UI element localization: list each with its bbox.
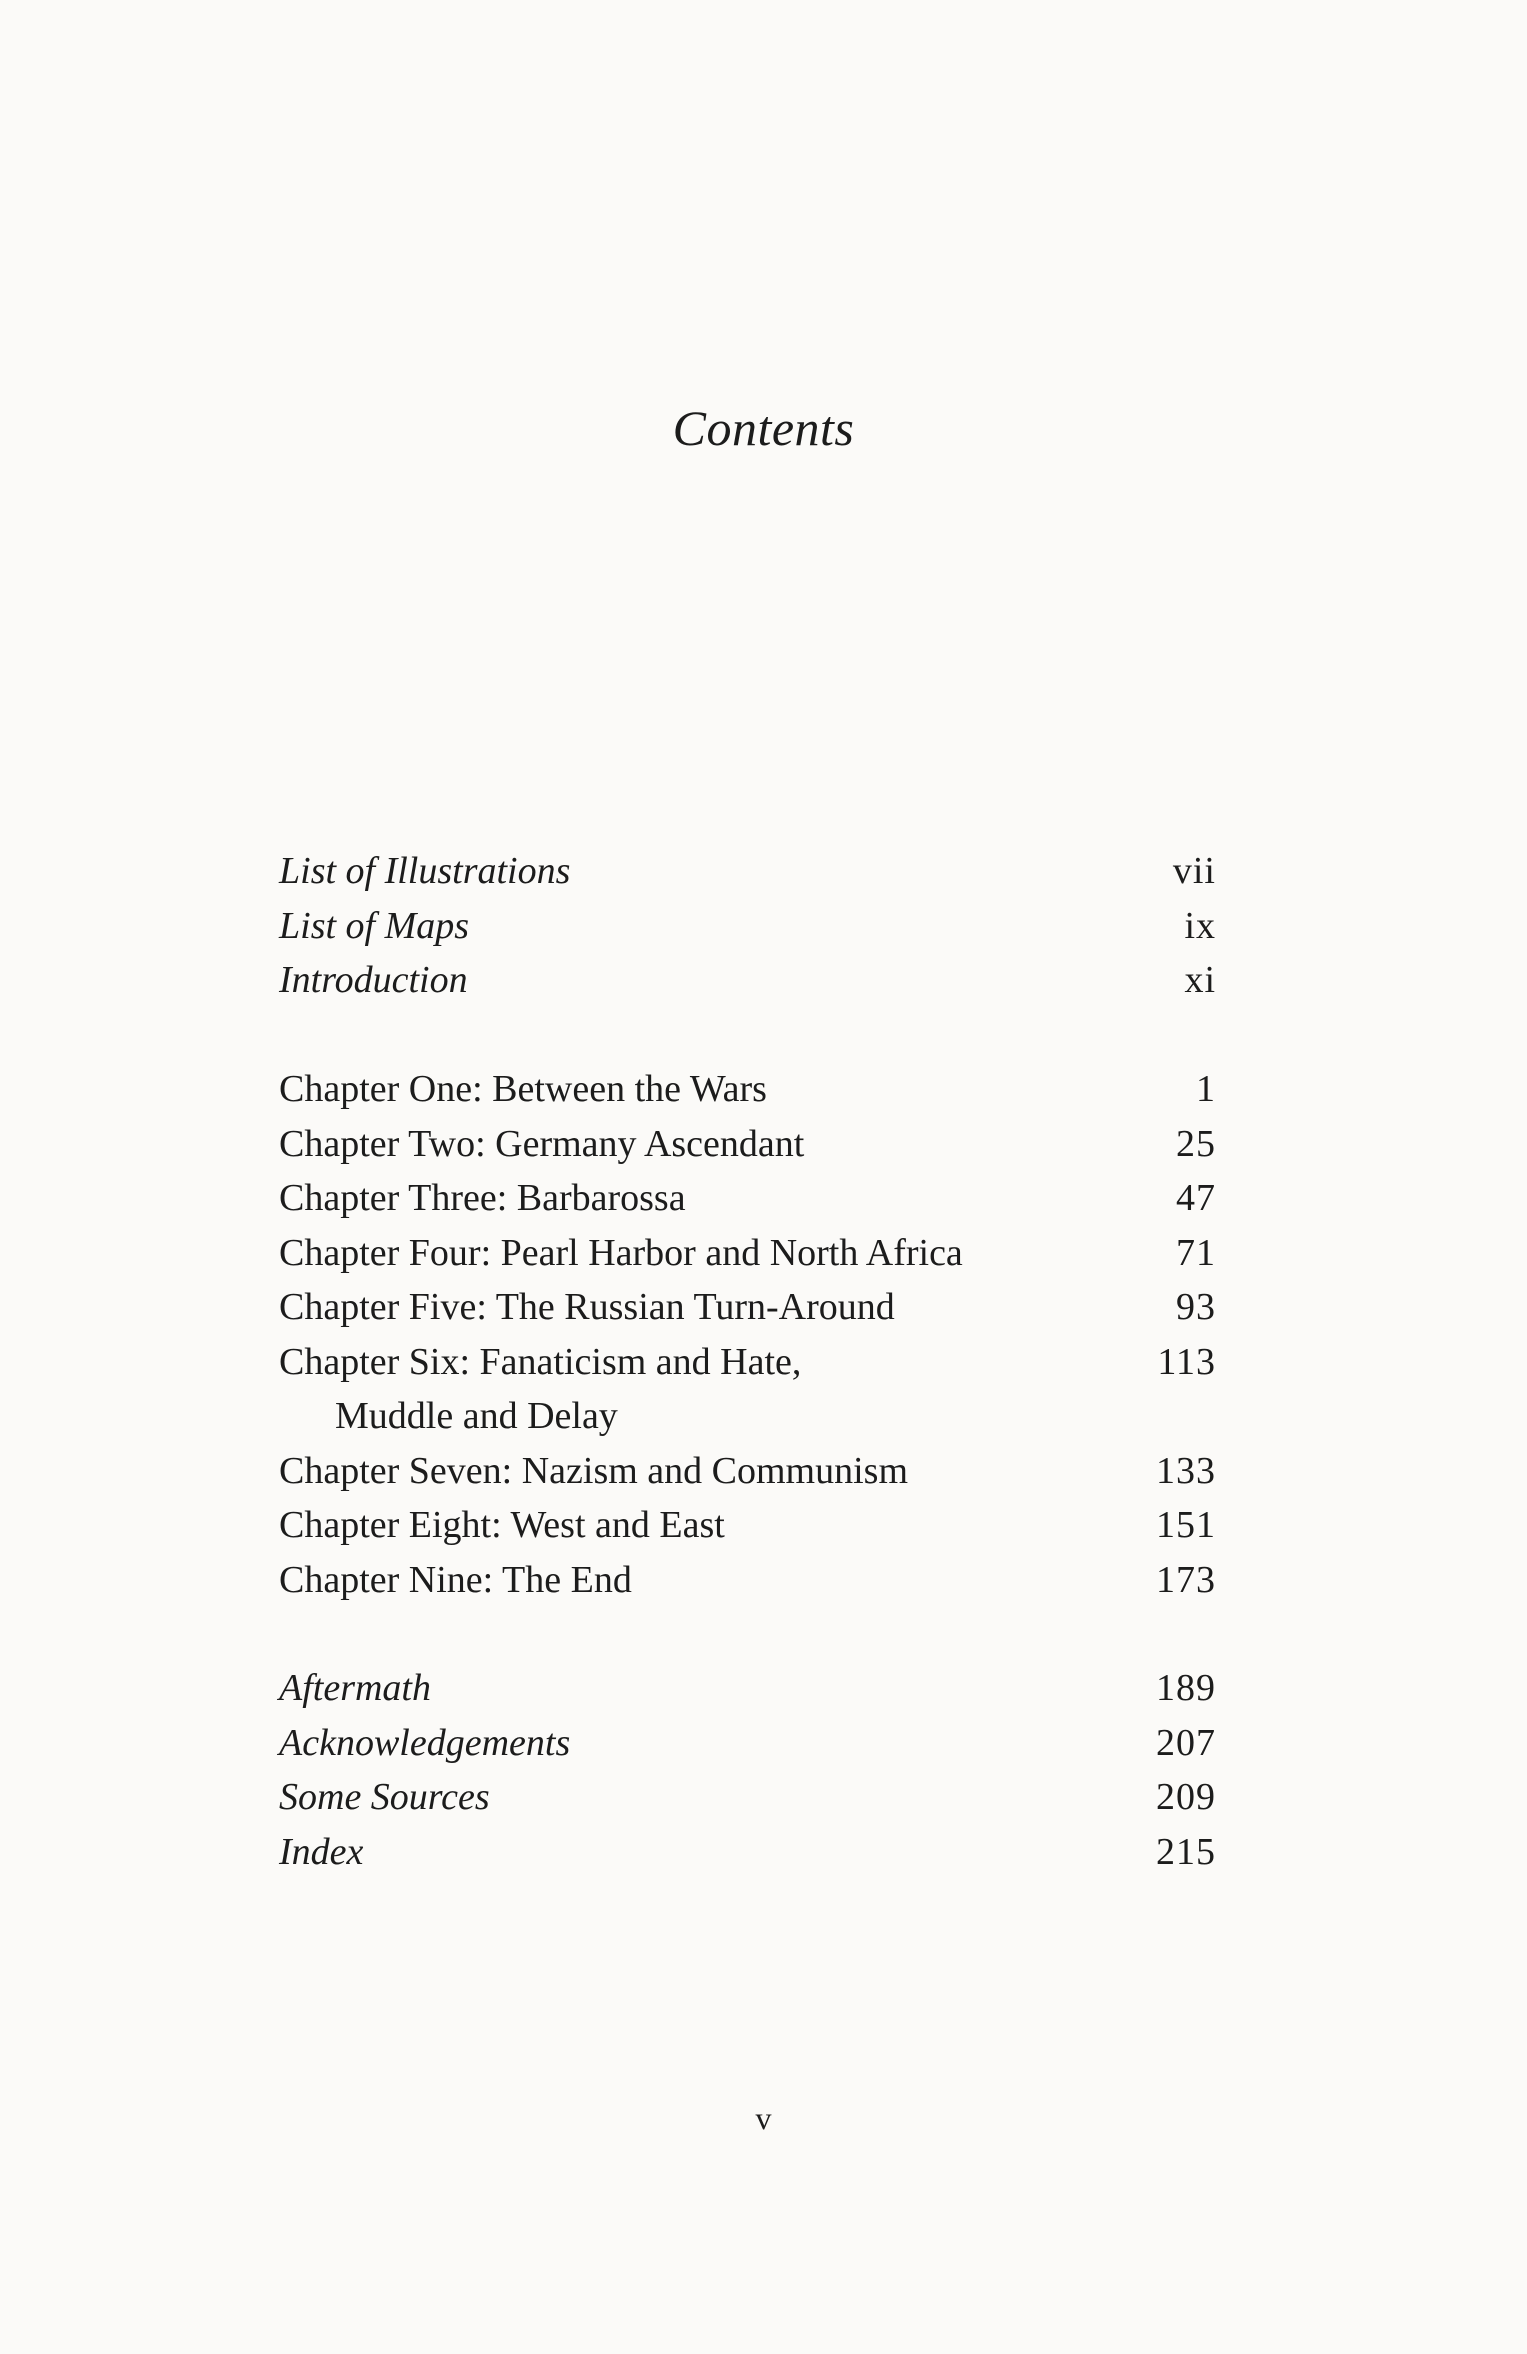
toc-chapters (279, 1062, 1216, 1607)
toc-entry-label: Chapter Three: Barbarossa (279, 1177, 686, 1219)
toc-entry-page: 133 (1156, 1449, 1216, 1492)
toc-entry-chapter-eight (279, 1498, 1216, 1553)
toc-entry-list-of-maps (279, 899, 1216, 954)
toc-entry-index (279, 1825, 1216, 1880)
toc-entry-label: List of Maps (279, 904, 470, 947)
toc-entry-page: 47 (1176, 1177, 1216, 1219)
toc-entry-chapter-seven (279, 1444, 1216, 1499)
toc-front-matter (279, 844, 1216, 1008)
toc-entry-page: 215 (1156, 1830, 1216, 1873)
toc-entry-label: Chapter Nine: The End (279, 1558, 632, 1601)
toc-entry-page: 151 (1156, 1504, 1216, 1546)
toc-entry-page: 189 (1156, 1667, 1216, 1709)
toc-entry-page: ix (1184, 904, 1216, 947)
toc-entry-label: Introduction (279, 959, 468, 1001)
toc-entry-label: Index (279, 1830, 364, 1873)
toc-entry-page: 25 (1176, 1122, 1216, 1165)
toc-entry-label: Some Sources (279, 1776, 490, 1818)
toc-entry-label: List of Illustrations (279, 850, 571, 892)
toc-entry-chapter-six (279, 1335, 1216, 1444)
toc-entry-label: Chapter One: Between the Wars (279, 1068, 767, 1110)
toc-entry-chapter-three (279, 1171, 1216, 1226)
toc-entry-page: 93 (1176, 1286, 1216, 1328)
toc-entry-some-sources (279, 1770, 1216, 1825)
toc-entry-label: Chapter Eight: West and East (279, 1504, 725, 1546)
toc-entry-label: Aftermath (279, 1667, 431, 1709)
toc-entry-acknowledgements (279, 1716, 1216, 1771)
toc-entry-label: Chapter Five: The Russian Turn-Around (279, 1286, 895, 1328)
toc-entry-chapter-five (279, 1280, 1216, 1335)
toc-entry-label: Acknowledgements (279, 1721, 571, 1764)
toc-entry-label: Chapter Two: Germany Ascendant (279, 1122, 805, 1165)
toc-entry-chapter-four (279, 1226, 1216, 1281)
toc-entry-introduction (279, 953, 1216, 1008)
toc-entry-page: 113 (1157, 1340, 1216, 1383)
toc-entry-page: xi (1184, 959, 1216, 1001)
toc-entry-page: 209 (1156, 1776, 1216, 1818)
toc-entry-chapter-one (279, 1062, 1216, 1117)
toc-entry-page: 173 (1156, 1558, 1216, 1601)
page-title: Contents (672, 400, 855, 456)
toc-entry-label-line-1: Chapter Six: Fanaticism and Hate, (279, 1340, 802, 1383)
toc-entry-page: 1 (1196, 1068, 1216, 1110)
toc-entry-page: 207 (1156, 1721, 1216, 1764)
toc-entry-label: Chapter Four: Pearl Harbor and North Africa (279, 1231, 963, 1274)
toc-entry-label-line-2: Muddle and Delay (335, 1394, 618, 1437)
page-number: v (755, 2100, 772, 2136)
toc-entry-label (279, 1335, 801, 1443)
toc-entry-chapter-nine (279, 1553, 1216, 1608)
toc-back-matter (279, 1661, 1216, 1879)
toc-entry-label: Chapter Seven: Nazism and Communism (279, 1449, 909, 1492)
toc-entry-aftermath (279, 1661, 1216, 1716)
toc-entry-chapter-two (279, 1117, 1216, 1172)
toc-entry-page: 71 (1176, 1231, 1216, 1274)
toc-entry-page: vii (1172, 850, 1216, 892)
toc-entry-list-of-illustrations (279, 844, 1216, 899)
